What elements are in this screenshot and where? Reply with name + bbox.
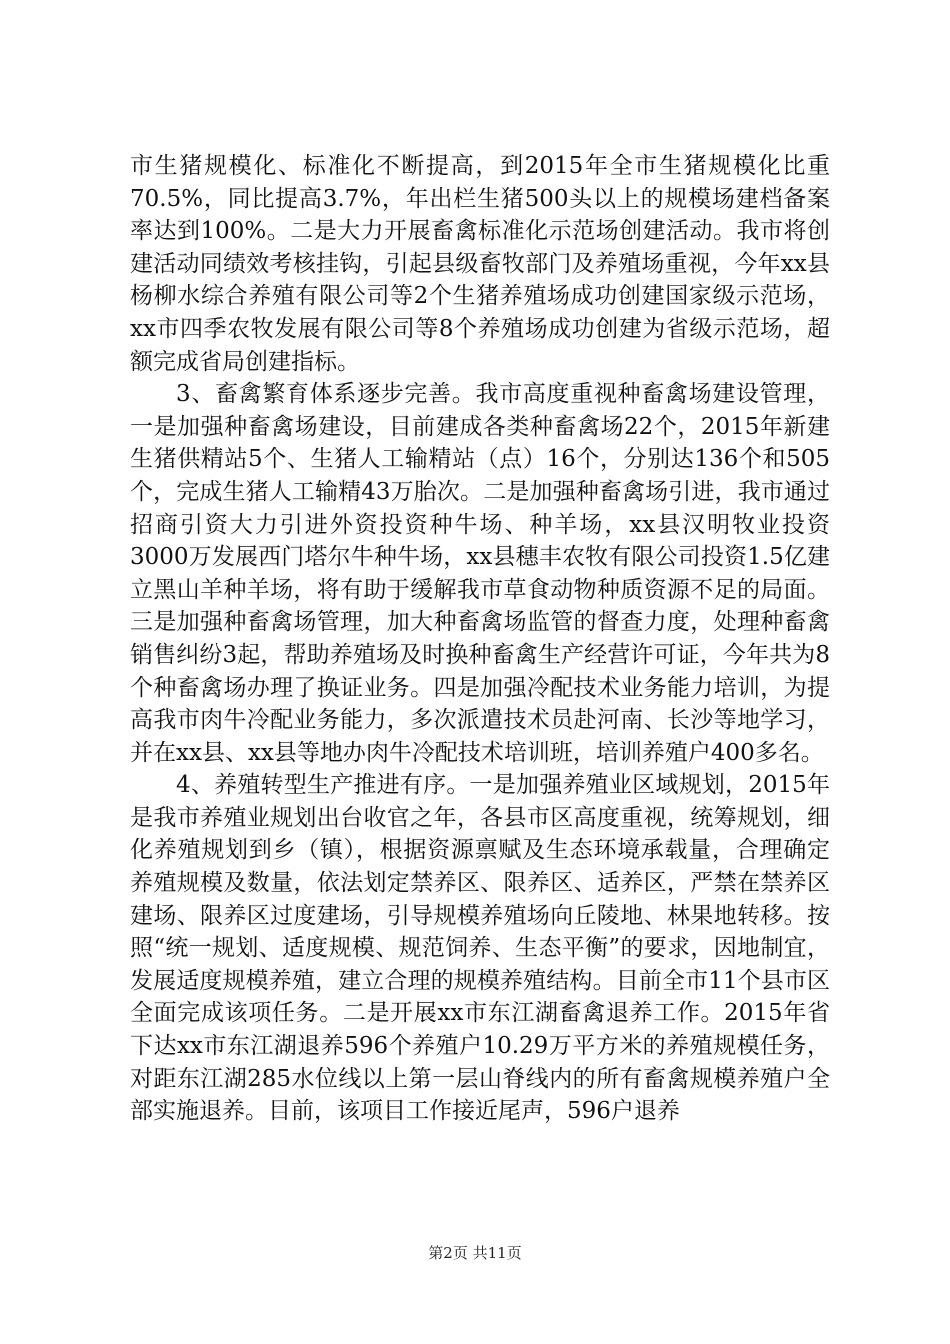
paragraph-breeding-system: 3、畜禽繁育体系逐步完善。我市高度重视种畜禽场建设管理，一是加强种畜禽场建设，目前建成各类种畜禽场22个，2015年新建生猪供精站5个、生猪人工输精站（点）16个，分别达136个和505个，完成生猪人工输精43万胎次。二是加强种畜禽场引进，我市通过招商引资大力引进外资投资种牛场、种羊场，xx县汉明牧业投资3000万发展西门塔尔牛种牛场，xx县穗丰农牧有限公司投资1.5亿建立黑山羊种羊场，将有助于缓解我市草食动物种质资源不足的局面。三是加强种畜禽场管理，加大种畜禽场监管的督查力度，处理种畜禽销售纠纷3起，帮助养殖场及时换种畜禽生产经营许可证，今年共为8个种畜禽场办理了换证业务。四是加强冷配技术业务能力培训，为提高我市肉牛冷配业务能力，多次派遣技术员赴河南、长沙等地学习，并在xx县、xx县等地办肉牛冷配技术培训班，培训养殖户400多名。 [130, 381, 830, 766]
page-footer: 第2页 共11页 [428, 1244, 522, 1262]
paragraph-livestock-scale: 市生猪规模化、标准化不断提高，到2015年全市生猪规模化比重70.5%，同比提高3.7%，年出栏生猪500头以上的规模场建档备案率达到100%。二是大力开展畜禽标准化示范场创建活动。我市将创建活动同绩效考核挂钩，引起县级畜牧部门及养殖场重视，今年xx县杨柳水综合养殖有限公司等2个生猪养殖场成功创建国家级示范场，xx市四季农牧发展有限公司等8个养殖场成功创建为省级示范场，超额完成省局创建指标。 [130, 153, 830, 375]
paragraph-farming-transformation: 4、养殖转型生产推进有序。一是加强养殖业区域规划，2015年是我市养殖业规划出台收官之年，各县市区高度重视，统筹规划，细化养殖规划到乡（镇），根据资源禀赋及生态环境承载量，合理确定养殖规模及数量，依法划定禁养区、限养区、适养区，严禁在禁养区建场、限养区过度建场，引导规模养殖场向丘陵地、林果地转移。按照“统一规划、适度规模、规范饲养、生态平衡”的要求，因地制宜，发展适度规模养殖，建立合理的规模养殖结构。目前全市11个县市区全面完成该项任务。二是开展xx市东江湖畜禽退养工作。2015年省下达xx市东江湖退养596个养殖户10.29万平方米的养殖规模任务，对距东江湖285水位线以上第一层山脊线内的所有畜禽规模养殖户全部实施退养。目前，该项目工作接近尾声，596户退养 [130, 772, 830, 1125]
document-body [130, 150, 830, 1128]
